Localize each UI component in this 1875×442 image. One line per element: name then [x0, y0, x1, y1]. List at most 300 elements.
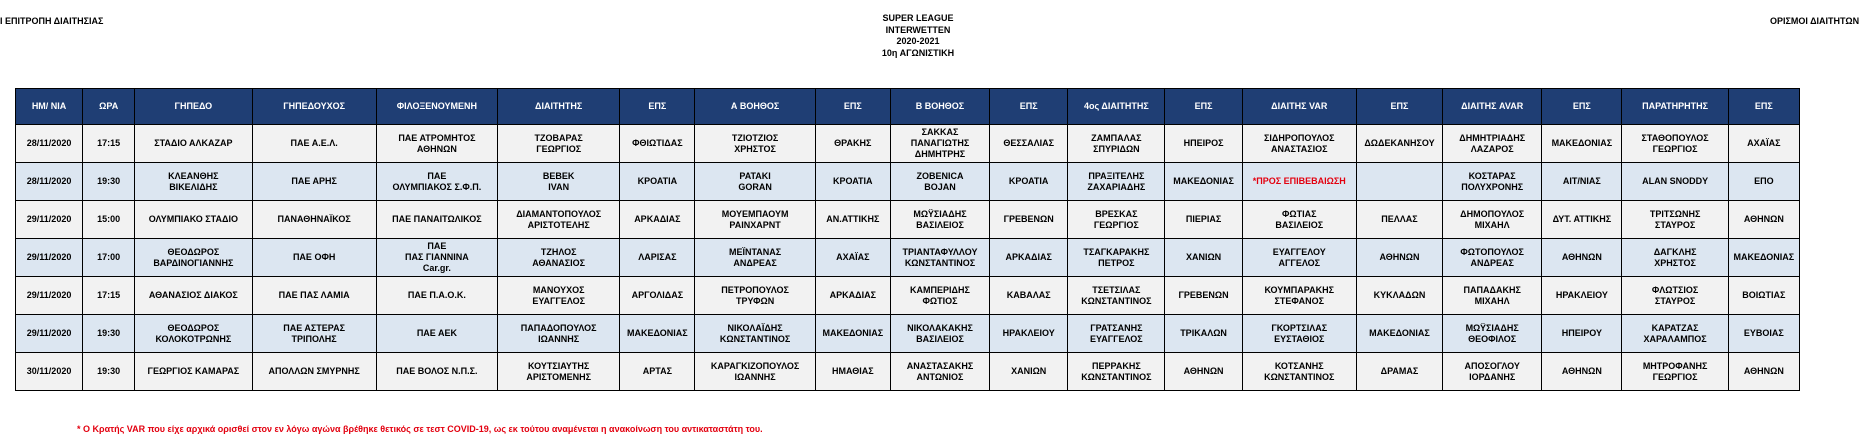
cell-text: ΑΠΟΣΟΓΛΟΥ [1464, 360, 1520, 371]
cell-text: 17:15 [97, 290, 121, 300]
cell-text: ΜΟΥΕΜΠΑΟΥΜ [721, 208, 789, 219]
table-cell [252, 201, 376, 239]
cell-text: ΦΛΩΤΣΙΟΣ [1651, 284, 1699, 295]
cell-text: ΕΥΣΤΑΘΙΟΣ [1274, 333, 1325, 344]
cell-text: ΑΡΙΣΤΟΜΕΝΗΣ [526, 371, 591, 382]
cell-text: ΟΛΥΜΠΙΑΚΟ ΣΤΑΔΙΟ [148, 214, 238, 224]
cell-text: ΔΩΔΕΚΑΝΗΣΟΥ [1364, 138, 1435, 148]
table-cell [990, 201, 1068, 239]
cell-text: ΚΑΡΑΤΖΑΣ [1651, 322, 1699, 333]
cell-text: ΒΑΣΙΛΕΙΟΣ [916, 219, 964, 230]
table-cell [1165, 353, 1242, 391]
cell-text: ΓΡΕΒΕΝΩΝ [1003, 214, 1054, 224]
table-cell [376, 353, 497, 391]
table-cell [16, 353, 83, 391]
table-cell [815, 353, 890, 391]
table-cell [83, 201, 135, 239]
cell-text: ΘΕΟΦΙΛΟΣ [1468, 333, 1517, 344]
cell-text: ΑΘΑΝΑΣΙΟΣ [532, 257, 586, 268]
table-cell [990, 163, 1068, 201]
table-cell [83, 163, 135, 201]
table-cell [990, 353, 1068, 391]
table-cell [1622, 125, 1728, 163]
table-cell [135, 315, 252, 353]
cell-text: ΗΠΕΙΡΟΥ [1561, 328, 1603, 338]
cell-text: ΦΘΙΩΤΙΔΑΣ [632, 138, 683, 148]
cell-text: ΠΡΑΞΙΤΕΛΗΣ [1088, 170, 1145, 181]
table-cell [1242, 201, 1356, 239]
table-cell [620, 239, 695, 277]
cell-text: ΜΑΚΕΔΟΝΙΑΣ [1173, 176, 1234, 186]
table-cell [1165, 277, 1242, 315]
referee-assignments-table [15, 88, 1800, 391]
table-row [16, 239, 1800, 277]
cell-text: ΑΡΚΑΔΙΑΣ [634, 214, 681, 224]
table-cell [498, 353, 620, 391]
column-header: ΕΠΣ [1165, 89, 1242, 125]
cell-text: 29/11/2020 [26, 214, 72, 224]
cell-text: ΚΑΒΑΛΑΣ [1006, 290, 1051, 300]
table-cell [376, 315, 497, 353]
table-cell [16, 125, 83, 163]
cell-text: ΠΑΕ [427, 170, 447, 181]
table-cell [815, 125, 890, 163]
table-cell [1068, 163, 1165, 201]
column-header: ΔΙΑΙΤΗΤΗΣ [498, 89, 620, 125]
cell-text: ΖΑΧΑΡΙΑΔΗΣ [1087, 181, 1146, 192]
cell-text: ΚΩΝΣΤΑΝΤΙΝΟΣ [719, 333, 791, 344]
cell-text: ΒΟΙΩΤΙΑΣ [1742, 290, 1786, 300]
cell-text: ΧΑΡΑΛΑΜΠΟΣ [1643, 333, 1707, 344]
table-cell [990, 277, 1068, 315]
cell-text: ΣΤΑΘΟΠΟΥΛΟΣ [1641, 132, 1709, 143]
cell-text: 29/11/2020 [26, 290, 72, 300]
cell-text: ΚΟΥΤΣΙΑΥΤΗΣ [528, 360, 590, 371]
cell-text: ΜΩΫΣΙΑΔΗΣ [1465, 322, 1519, 333]
cell-text: ΑΘΗΝΩΝ [1743, 214, 1784, 224]
cell-text: ΚΩΝΣΤΑΝΤΙΝΟΣ [1081, 295, 1152, 306]
table-cell [376, 239, 497, 277]
cell-text: ΙΩΑΝΝΗΣ [734, 371, 776, 382]
cell-text: ΚΡΟΑΤΙΑ [833, 176, 873, 186]
cell-text: ΚΩΝΣΤΑΝΤΙΝΟΣ [1081, 371, 1152, 382]
cell-text: ΑΝ.ΑΤΤΙΚΗΣ [826, 214, 880, 224]
table-cell [890, 201, 989, 239]
league-title [858, 13, 978, 59]
cell-text: ΒΙΚΕΛΙΔΗΣ [169, 181, 218, 192]
table-cell [695, 315, 815, 353]
cell-text: ΙΟΡΔΑΝΗΣ [1469, 371, 1516, 382]
table-cell [1242, 315, 1356, 353]
table-cell [815, 277, 890, 315]
cell-text: GORAN [738, 181, 772, 192]
table-cell [815, 163, 890, 201]
table-cell [815, 315, 890, 353]
cell-text: ΣΙΔΗΡΟΠΟΥΛΟΣ [1264, 132, 1335, 143]
cell-text: ΚΥΚΛΑΔΩΝ [1373, 290, 1426, 300]
cell-text: ΔΗΜΗΤΡΗΣ [914, 149, 966, 159]
cell-text: ΑΝΑΣΤΑΣΑΚΗΣ [906, 360, 974, 371]
cell-text: ΠΙΕΡΙΑΣ [1185, 214, 1222, 224]
cell-text: ΚΩΝΣΤΑΝΤΙΝΟΣ [904, 257, 976, 268]
table-cell [135, 353, 252, 391]
table-cell [16, 201, 83, 239]
table-cell [498, 277, 620, 315]
cell-text: ΦΩΤΟΠΟΥΛΟΣ [1460, 246, 1524, 257]
table-cell [1622, 201, 1728, 239]
table-cell [1728, 315, 1799, 353]
table-cell [1242, 163, 1356, 201]
cell-text: ΗΜΑΘΙΑΣ [831, 366, 874, 376]
table-cell [1542, 201, 1622, 239]
table-cell [252, 125, 376, 163]
cell-text: ΠΑΕ ΒΟΛΟΣ Ν.Π.Σ. [396, 366, 478, 376]
table-cell [376, 125, 497, 163]
table-cell [1068, 201, 1165, 239]
cell-text: ΙΩΑΝΝΗΣ [538, 333, 580, 344]
table-cell [16, 239, 83, 277]
table-cell [16, 277, 83, 315]
cell-text: ΗΠΕΙΡΟΣ [1183, 138, 1224, 148]
table-cell [135, 125, 252, 163]
cell-text: IVAN [548, 181, 570, 192]
table-cell [498, 201, 620, 239]
cell-text: ΛΑΖΑΡΟΣ [1470, 143, 1514, 154]
cell-text: ΑΙΤ/ΝΙΑΣ [1562, 176, 1601, 186]
table-cell [1068, 277, 1165, 315]
cell-text: ΔΗΜΗΤΡΙΑΔΗΣ [1459, 132, 1526, 143]
cell-text: ΠΑΕ Α.Ε.Λ. [290, 138, 338, 148]
cell-text: 30/11/2020 [26, 366, 72, 376]
cell-text: ΑΘΗΝΩΝ [1379, 252, 1420, 262]
table-cell [83, 353, 135, 391]
table-cell [498, 315, 620, 353]
cell-text: 17:00 [97, 252, 121, 262]
cell-text: ΒΑΡΔΙΝΟΓΙΑΝΝΗΣ [153, 257, 234, 268]
cell-text: ΑΘΗΝΩΝ [1561, 366, 1602, 376]
cell-text: ΠΕΤΡΟΠΟΥΛΟΣ [721, 284, 789, 295]
table-cell [695, 201, 815, 239]
table-cell [890, 163, 989, 201]
cell-text: ΑΘΗΝΩΝ [1183, 366, 1224, 376]
table-cell [1622, 239, 1728, 277]
cell-text: ΑΡΤΑΣ [642, 366, 672, 376]
cell-text: ΧΡΗΣΤΟΣ [734, 143, 776, 154]
table-cell [1443, 163, 1542, 201]
cell-text: ΠΕΡΡΑΚΗΣ [1091, 360, 1141, 371]
cell-text: ΤΡΥΦΩΝ [735, 295, 775, 306]
cell-text: ΕΥΑΓΓΕΛΟΥ [1272, 246, 1326, 257]
cell-text: ΡΑΤΑΚΙ [739, 170, 771, 181]
column-header: ΓΗΠΕΔΟΥΧΟΣ [252, 89, 376, 125]
cell-text: ΜΑΝΟΥΧΟΣ [532, 284, 585, 295]
table-row [16, 125, 1800, 163]
cell-text: ΗΡΑΚΛΕΙΟΥ [1555, 290, 1608, 300]
cell-text: ΠΑΝΑΘΗΝΑΪΚΟΣ [277, 214, 351, 224]
table-cell [1622, 277, 1728, 315]
table-cell [990, 315, 1068, 353]
table-cell [1728, 125, 1799, 163]
cell-text: ΤΣΑΓΚΑΡΑΚΗΣ [1083, 246, 1150, 257]
cell-text: ΛΑΡΙΣΑΣ [638, 252, 677, 262]
cell-text: ΣΤΑΥΡΟΣ [1654, 295, 1696, 306]
cell-text: ΓΕΩΡΓΙΟΣ ΚΑΜΑΡΑΣ [147, 366, 240, 376]
cell-text: ΓΚΟΡΤΣΙΛΑΣ [1271, 322, 1328, 333]
table-cell [1443, 277, 1542, 315]
table-row [16, 201, 1800, 239]
cell-text: ΡΑΙΝΧΑΡΝΤ [729, 219, 781, 230]
cell-text: ΠΑΕ Π.Α.Ο.Κ. [407, 290, 466, 300]
cell-text: ΑΝΔΡΕΑΣ [733, 257, 777, 268]
cell-text: ΠΑΕ ΑΣΤΕΡΑΣ [283, 322, 346, 333]
cell-text: ΓΕΩΡΓΙΟΣ [1093, 219, 1139, 230]
table-cell [1443, 201, 1542, 239]
table-cell [1068, 125, 1165, 163]
table-cell [1356, 277, 1442, 315]
table-cell [1622, 163, 1728, 201]
table-cell [695, 353, 815, 391]
cell-text: ΒΑΣΙΛΕΙΟΣ [916, 333, 964, 344]
table-cell [620, 201, 695, 239]
cell-text: ΑΡΓΟΛΙΔΑΣ [631, 290, 684, 300]
table-cell [1443, 353, 1542, 391]
cell-text: ΠΑΕ ΟΦΗ [292, 252, 336, 262]
table-cell [1068, 315, 1165, 353]
table-cell [1728, 201, 1799, 239]
table-cell [1165, 201, 1242, 239]
cell-text: ΑΧΑΪΑΣ [836, 252, 870, 262]
table-cell [1542, 277, 1622, 315]
table-cell [135, 277, 252, 315]
table-cell [620, 277, 695, 315]
cell-text: *ΠΡΟΣ ΕΠΙΒΕΒΑΙΩΣΗ [1252, 176, 1346, 186]
column-header: ΕΠΣ [1542, 89, 1622, 125]
cell-text: ΕΥΑΓΓΕΛΟΣ [1090, 333, 1143, 344]
table-cell [83, 239, 135, 277]
cell-text: ΜΙΧΑΗΛ [1474, 219, 1510, 230]
table-cell [815, 201, 890, 239]
cell-text: ΚΛΕΑΝΘΗΣ [168, 170, 219, 181]
cell-text: ΑΝΤΩΝΙΟΣ [916, 371, 964, 382]
table-cell [1242, 125, 1356, 163]
table-cell [252, 239, 376, 277]
cell-text: ΚΟΛΟΚΟΤΡΩΝΗΣ [155, 333, 232, 344]
cell-text: ΑΓΓΕΛΟΣ [1278, 257, 1320, 268]
committee-title: Ι ΕΠΙΤΡΟΠΗ ΔΙΑΙΤΗΣΙΑΣ [0, 16, 104, 26]
cell-text: ΤΡΙΠΟΛΗΣ [291, 333, 337, 344]
table-cell [1728, 277, 1799, 315]
cell-text: ΤΖΗΛΟΣ [540, 246, 577, 257]
table-cell [890, 353, 989, 391]
footnote: * Ο Κρατής VAR που είχε αρχικά ορισθεί στον εν λόγω αγώνα βρέθηκε θετικός σε τεστ COVID-19, ως εκ τούτου αναμένεται η ανακοίνωση του αντικαταστάτη του. [77, 424, 763, 434]
table-row [16, 353, 1800, 391]
table-cell [1542, 353, 1622, 391]
cell-text: ALAN SNODDY [1642, 176, 1709, 186]
cell-text: ΑΡΙΣΤΟΤΕΛΗΣ [527, 219, 590, 230]
cell-text: ΜΗΤΡΟΦΑΝΗΣ [1642, 360, 1708, 371]
column-header: ΕΠΣ [815, 89, 890, 125]
table-cell [376, 201, 497, 239]
column-header: ΕΠΣ [990, 89, 1068, 125]
table-cell [1356, 125, 1442, 163]
cell-text: ΠΑΕ ΠΑΝΑΙΤΩΛΙΚΟΣ [392, 214, 482, 224]
table-cell [1443, 315, 1542, 353]
table-cell [498, 125, 620, 163]
table-cell [1356, 163, 1442, 201]
cell-text: ΚΟΥΜΠΑΡΑΚΗΣ [1264, 284, 1335, 295]
table-cell [620, 163, 695, 201]
column-header: ΩΡΑ [83, 89, 135, 125]
table-cell [815, 239, 890, 277]
cell-text: ΔΗΜΟΠΟΥΛΟΣ [1460, 208, 1525, 219]
cell-text: ΘΡΑΚΗΣ [834, 138, 872, 148]
table-cell [252, 163, 376, 201]
cell-text: ΔΑΓΚΛΗΣ [1653, 246, 1697, 257]
cell-text: ΜΑΚΕΔΟΝΙΑΣ [822, 328, 884, 338]
cell-text: 15:00 [97, 214, 121, 224]
cell-text: ΤΣΕΤΣΙΛΑΣ [1092, 284, 1141, 295]
table-cell [1165, 125, 1242, 163]
table-cell [252, 277, 376, 315]
cell-text: 19:30 [97, 176, 121, 186]
column-header: ΔΙΑΙΤΗΣ AVAR [1443, 89, 1542, 125]
cell-text: Car.gr. [422, 263, 451, 273]
table-cell [1728, 353, 1799, 391]
season: 2020-2021 [896, 36, 940, 46]
column-header: ΦΙΛΟΞΕΝΟΥΜΕΝΗ [376, 89, 497, 125]
table-cell [1165, 315, 1242, 353]
cell-text: ΘΕΣΣΑΛΙΑΣ [1003, 138, 1055, 148]
table-cell [1356, 201, 1442, 239]
cell-text: ΠΟΛΥΧΡΟΝΗΣ [1461, 181, 1524, 192]
league-sponsor: INTERWETTEN [885, 24, 951, 35]
cell-text: ΣΑΚΚΑΣ [921, 127, 959, 137]
column-header: ΗΜ/ ΝΙΑ [16, 89, 83, 125]
cell-text: 29/11/2020 [26, 252, 72, 262]
cell-text: ΑΝΔΡΕΑΣ [1470, 257, 1514, 268]
cell-text: 17:15 [97, 138, 121, 148]
cell-text: ΠΑΕ ΑΡΗΣ [291, 176, 337, 186]
table-cell [1165, 239, 1242, 277]
table-cell [890, 239, 989, 277]
cell-text: 29/11/2020 [26, 328, 72, 338]
cell-text: ΕΠΟ [1754, 176, 1774, 186]
column-header: Α ΒΟΗΘΟΣ [695, 89, 815, 125]
table-cell [1443, 125, 1542, 163]
cell-text: ΤΡΙΤΣΩΝΗΣ [1649, 208, 1701, 219]
table-cell [252, 315, 376, 353]
table-header-row [16, 89, 1800, 125]
cell-text: ΜΑΚΕΔΟΝΙΑΣ [1551, 138, 1613, 148]
table-cell [695, 163, 815, 201]
cell-text: 19:30 [97, 328, 121, 338]
cell-text: ΦΩΤΙΟΣ [922, 295, 958, 306]
cell-text: ΚΟΣΤΑΡΑΣ [1468, 170, 1516, 181]
cell-text: ΑΘΗΝΩΝ [1561, 252, 1602, 262]
cell-text: ΖΑΜΠΑΛΑΣ [1091, 132, 1142, 143]
table-cell [1356, 353, 1442, 391]
cell-text: ΝΙΚΟΛΑΪΔΗΣ [727, 322, 783, 333]
table-row [16, 315, 1800, 353]
cell-text: ΓΕΩΡΓΙΟΣ [536, 143, 582, 154]
cell-text: ΠΑΠΑΔΑΚΗΣ [1463, 284, 1521, 295]
cell-text: ΓΕΩΡΓΙΟΣ [1652, 143, 1698, 154]
cell-text: ΧΡΗΣΤΟΣ [1654, 257, 1696, 268]
matchday: 10η ΑΓΩΝΙΣΤΙΚΗ [881, 47, 955, 58]
table-cell [1622, 315, 1728, 353]
cell-text: ΗΡΑΚΛΕΙΟΥ [1002, 328, 1055, 338]
cell-text: ΣΤΕΦΑΝΟΣ [1274, 295, 1324, 306]
cell-text: 28/11/2020 [26, 176, 72, 186]
column-header: ΕΠΣ [1356, 89, 1442, 125]
cell-text: ΠΑΕ ΠΑΣ ΛΑΜΙΑ [278, 290, 350, 300]
table-cell [1242, 277, 1356, 315]
cell-text: ΘΕΟΔΩΡΟΣ [167, 246, 220, 257]
table-cell [1242, 239, 1356, 277]
cell-text: ΔΥΤ. ΑΤΤΙΚΗΣ [1552, 214, 1612, 224]
table-cell [1356, 239, 1442, 277]
cell-text: ΓΡΕΒΕΝΩΝ [1178, 290, 1229, 300]
document-title: ΟΡΙΣΜΟΙ ΔΙΑΙΤΗΤΩΝ [1770, 16, 1860, 26]
column-header: 4ος ΔΙΑΙΤΗΤΗΣ [1068, 89, 1165, 125]
cell-text: ΕΥΒΟΙΑΣ [1743, 328, 1784, 338]
cell-text: ΣΤΑΥΡΟΣ [1654, 219, 1696, 230]
cell-text: ΑΘΗΝΩΝ [416, 143, 457, 154]
column-header: ΕΠΣ [620, 89, 695, 125]
cell-text: ΧΑΝΙΩΝ [1011, 366, 1047, 376]
cell-text: ΑΧΑΪΑΣ [1747, 138, 1781, 148]
cell-text: 28/11/2020 [26, 138, 72, 148]
cell-text: ΜΑΚΕΔΟΝΙΑΣ [1369, 328, 1430, 338]
table-cell [1443, 239, 1542, 277]
table-cell [498, 163, 620, 201]
cell-text: ΦΩΤΙΑΣ [1282, 208, 1317, 219]
cell-text: ΚΡΟΑΤΙΑ [637, 176, 678, 186]
table-cell [135, 239, 252, 277]
table-cell [1542, 239, 1622, 277]
table-cell [620, 125, 695, 163]
table-cell [620, 315, 695, 353]
table-cell [1542, 315, 1622, 353]
table-cell [620, 353, 695, 391]
cell-text: 19:30 [97, 366, 121, 376]
cell-text: ΣΠΥΡΙΔΩΝ [1093, 143, 1140, 154]
table-cell [376, 277, 497, 315]
cell-text: ΔΙΑΜΑΝΤΟΠΟΥΛΟΣ [516, 208, 602, 219]
cell-text: ΠΑΕ [427, 241, 447, 251]
cell-text: ΓΡΑΤΣΑΝΗΣ [1090, 322, 1143, 333]
cell-text: ΑΠΟΛΛΩΝ ΣΜΥΡΝΗΣ [268, 366, 360, 376]
table-cell [83, 315, 135, 353]
cell-text: ΚΩΝΣΤΑΝΤΙΝΟΣ [1264, 371, 1335, 382]
column-header: ΠΑΡΑΤΗΡΗΤΗΣ [1622, 89, 1728, 125]
table-cell [1728, 163, 1799, 201]
table-cell [695, 277, 815, 315]
cell-text: ΠΑΣ ΓΙΑΝΝΙΝΑ [404, 252, 469, 262]
cell-text: ΤΡΙΚΑΛΩΝ [1180, 328, 1227, 338]
table-cell [16, 315, 83, 353]
cell-text: ΠΑΕ ΑΤΡΟΜΗΤΟΣ [398, 132, 476, 143]
cell-text: ΝΙΚΟΛΑΚΑΚΗΣ [907, 322, 973, 333]
cell-text: BOJAN [924, 181, 956, 192]
cell-text: ΟΛΥΜΠΙΑΚΟΣ Σ.Φ.Π. [392, 181, 482, 192]
cell-text: ΒΑΣΙΛΕΙΟΣ [1275, 219, 1324, 230]
table-cell [1242, 353, 1356, 391]
cell-text: ΔΡΑΜΑΣ [1380, 366, 1419, 376]
table-row [16, 163, 1800, 201]
table-cell [1068, 353, 1165, 391]
table-cell [1542, 125, 1622, 163]
